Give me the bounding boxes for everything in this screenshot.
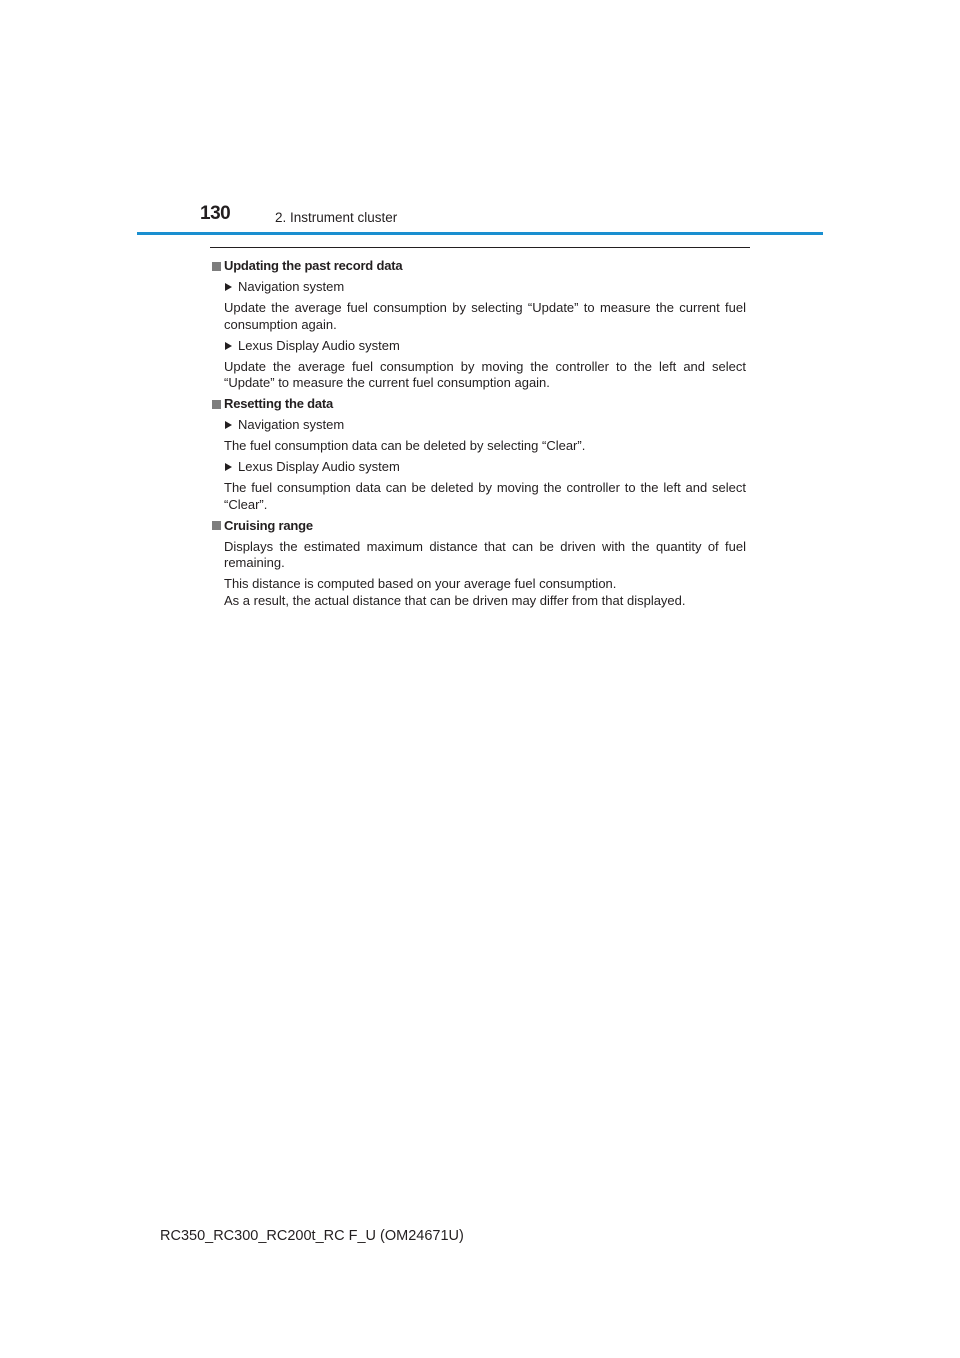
square-bullet-icon: [212, 400, 221, 409]
system-label: Navigation system: [238, 279, 345, 294]
triangle-bullet-icon: [225, 283, 232, 291]
square-bullet-icon: [212, 262, 221, 271]
header-rule: [137, 232, 823, 235]
system-label: Lexus Display Audio system: [238, 337, 400, 353]
triangle-bullet-icon: [225, 342, 232, 350]
triangle-bullet-icon: [225, 463, 232, 471]
system-label: Lexus Display Audio system: [238, 459, 400, 474]
body-paragraph: Update the average fuel consumption by selecting “Update” to measure the current fuel consumption again.: [224, 300, 746, 332]
chapter-title: 2. Instrument cluster: [275, 210, 398, 225]
section-heading: [210, 396, 746, 413]
system-label: Navigation system: [238, 417, 345, 432]
body-paragraph: The fuel consumption data can be deleted by selecting “Clear”.: [224, 438, 586, 453]
section-heading-text: Updating the past record data: [224, 258, 403, 273]
section-heading: [210, 258, 746, 275]
system-subheading: [224, 279, 746, 296]
triangle-bullet-icon: [225, 421, 232, 429]
section-divider: [210, 247, 750, 248]
body-line: This distance is computed based on your average fuel consumption.: [224, 576, 617, 591]
body-paragraph: The fuel consumption data can be deleted by moving the controller to the left and select “Clear”.: [224, 480, 746, 512]
body-paragraph-group: [224, 576, 746, 609]
model-code-footer: RC350_RC300_RC200t_RC F_U (OM24671U): [160, 1228, 464, 1244]
body-paragraph: Update the average fuel consumption by moving the controller to the left and select “Update” to measure the current fuel consumption again.: [224, 358, 746, 390]
page-content: [210, 256, 746, 609]
square-bullet-icon: [212, 521, 221, 530]
section-heading-text: Cruising range: [224, 517, 313, 533]
system-subheading: [224, 459, 746, 476]
system-subheading: [224, 417, 746, 434]
page-number: 130: [200, 203, 231, 224]
system-subheading: [224, 338, 746, 355]
body-paragraph: Displays the estimated maximum distance that can be driven with the quantity of fuel remaining.: [224, 538, 746, 570]
section-heading-text: Resetting the data: [224, 396, 334, 411]
body-line: As a result, the actual distance that can be driven may differ from that displayed.: [224, 592, 686, 608]
section-heading: [210, 518, 746, 535]
